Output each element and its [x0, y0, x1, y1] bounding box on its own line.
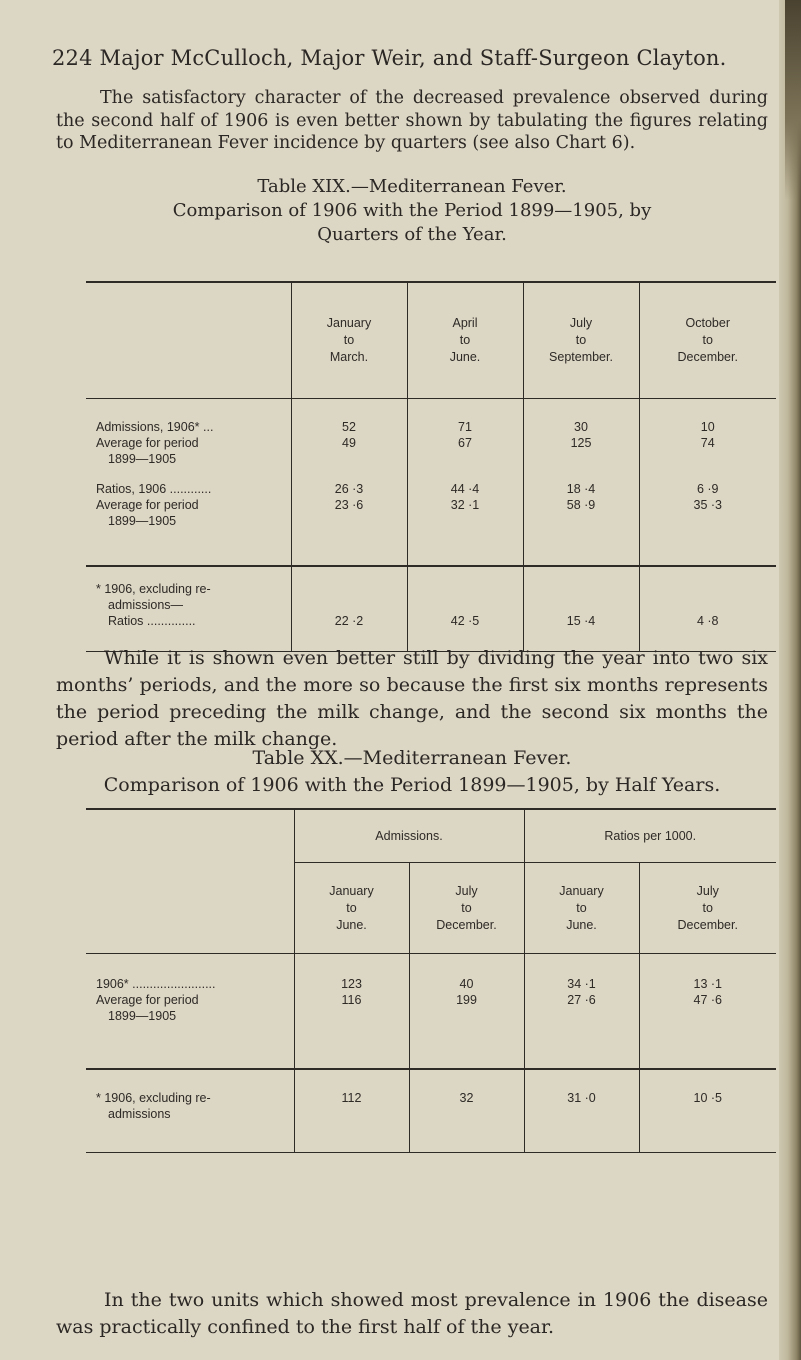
row-label: Average for period 1899—1905	[96, 436, 199, 466]
row-label: Average for period 1899—1905	[96, 993, 199, 1023]
table20-col-header: January to June.	[294, 863, 409, 954]
cell: 34 ·1	[524, 954, 639, 993]
cell: 47 ·6	[639, 992, 776, 1069]
cell: 49	[291, 435, 407, 481]
cell: 71	[407, 399, 523, 436]
cell: 116	[294, 992, 409, 1069]
table19-col-header: April to June.	[407, 282, 523, 399]
table19	[86, 281, 776, 652]
table20-group-header-admissions: Admissions.	[294, 809, 524, 863]
row-label: 1906* ........................	[96, 977, 216, 991]
closing-paragraph-text: In the two units which showed most prevalence in 1906 the disease was practically confined to the first half of the year.	[56, 1289, 768, 1338]
table-row	[86, 497, 776, 566]
table20-title: Table XX.—Mediterranean Fever.	[252, 747, 572, 769]
cell: 13 ·1	[639, 954, 776, 993]
row-label: Admissions, 1906* ...	[96, 420, 214, 434]
table19-caption	[56, 175, 768, 247]
cell: 125	[523, 435, 639, 481]
intro-paragraph-text: The satisfactory character of the decreased prevalence observed during the second half of 1906 is even better shown by tabulating the figures relating to Mediterranean Fever incidence by quarters (see also Chart 6).	[56, 88, 768, 153]
row-label: * 1906, excluding re- admissions— Ratios ..............	[86, 566, 291, 652]
table-row	[86, 435, 776, 481]
running-header: 224 Major McCulloch, Major Weir, and Staff-Surgeon Clayton.	[52, 46, 727, 70]
middle-paragraph	[56, 645, 768, 753]
cell: 42 ·5	[407, 566, 523, 652]
table-row	[86, 1069, 776, 1153]
cell: 32	[409, 1069, 524, 1153]
cell: 22 ·2	[291, 566, 407, 652]
table-row	[86, 992, 776, 1069]
table19-title: Table XIX.—Mediterranean Fever.	[257, 176, 567, 197]
cell: 10	[639, 399, 776, 436]
cell: 6 ·9	[639, 481, 776, 497]
cell: 4 ·8	[639, 566, 776, 652]
page-binding-edge	[779, 0, 801, 1360]
table20-col-header: January to June.	[524, 863, 639, 954]
row-label: Ratios, 1906 ............	[96, 482, 212, 496]
cell: 18 ·4	[523, 481, 639, 497]
table20-group-header-ratios: Ratios per 1000.	[524, 809, 776, 863]
cell: 52	[291, 399, 407, 436]
table20-caption	[56, 745, 768, 799]
table19-col-header: January to March.	[291, 282, 407, 399]
cell: 112	[294, 1069, 409, 1153]
cell: 23 ·6	[291, 497, 407, 566]
intro-paragraph	[56, 87, 768, 155]
cell: 31 ·0	[524, 1069, 639, 1153]
table19-col-header: October to December.	[639, 282, 776, 399]
cell: 67	[407, 435, 523, 481]
page-binding-shadow	[785, 0, 801, 200]
table-row	[86, 399, 776, 436]
cell: 27 ·6	[524, 992, 639, 1069]
cell: 10 ·5	[639, 1069, 776, 1153]
closing-paragraph	[56, 1287, 768, 1341]
cell: 123	[294, 954, 409, 993]
table19-col-header: July to September.	[523, 282, 639, 399]
cell: 40	[409, 954, 524, 993]
cell: 58 ·9	[523, 497, 639, 566]
middle-paragraph-text: While it is shown even better still by dividing the year into two six months’ periods, and the more so because the first six months represents the period preceding the milk change, and the second six months the period after the milk change.	[56, 647, 768, 750]
table20-col-header: July to December.	[639, 863, 776, 954]
row-label: * 1906, excluding re- admissions	[86, 1069, 294, 1153]
cell: 199	[409, 992, 524, 1069]
row-label: Average for period 1899—1905	[96, 498, 199, 528]
table-row	[86, 954, 776, 993]
table20-col-header: July to December.	[409, 863, 524, 954]
cell: 30	[523, 399, 639, 436]
table-row	[86, 566, 776, 652]
cell: 74	[639, 435, 776, 481]
table-row	[86, 481, 776, 497]
cell: 15 ·4	[523, 566, 639, 652]
cell: 32 ·1	[407, 497, 523, 566]
cell: 35 ·3	[639, 497, 776, 566]
cell: 44 ·4	[407, 481, 523, 497]
cell: 26 ·3	[291, 481, 407, 497]
table20	[86, 808, 776, 1153]
table19-subtitle: Comparison of 1906 with the Period 1899—1905, by Quarters of the Year.	[172, 200, 652, 245]
table20-corner	[86, 809, 294, 954]
table19-corner	[86, 282, 291, 399]
table20-subtitle: Comparison of 1906 with the Period 1899—1905, by Half Years.	[103, 774, 721, 796]
